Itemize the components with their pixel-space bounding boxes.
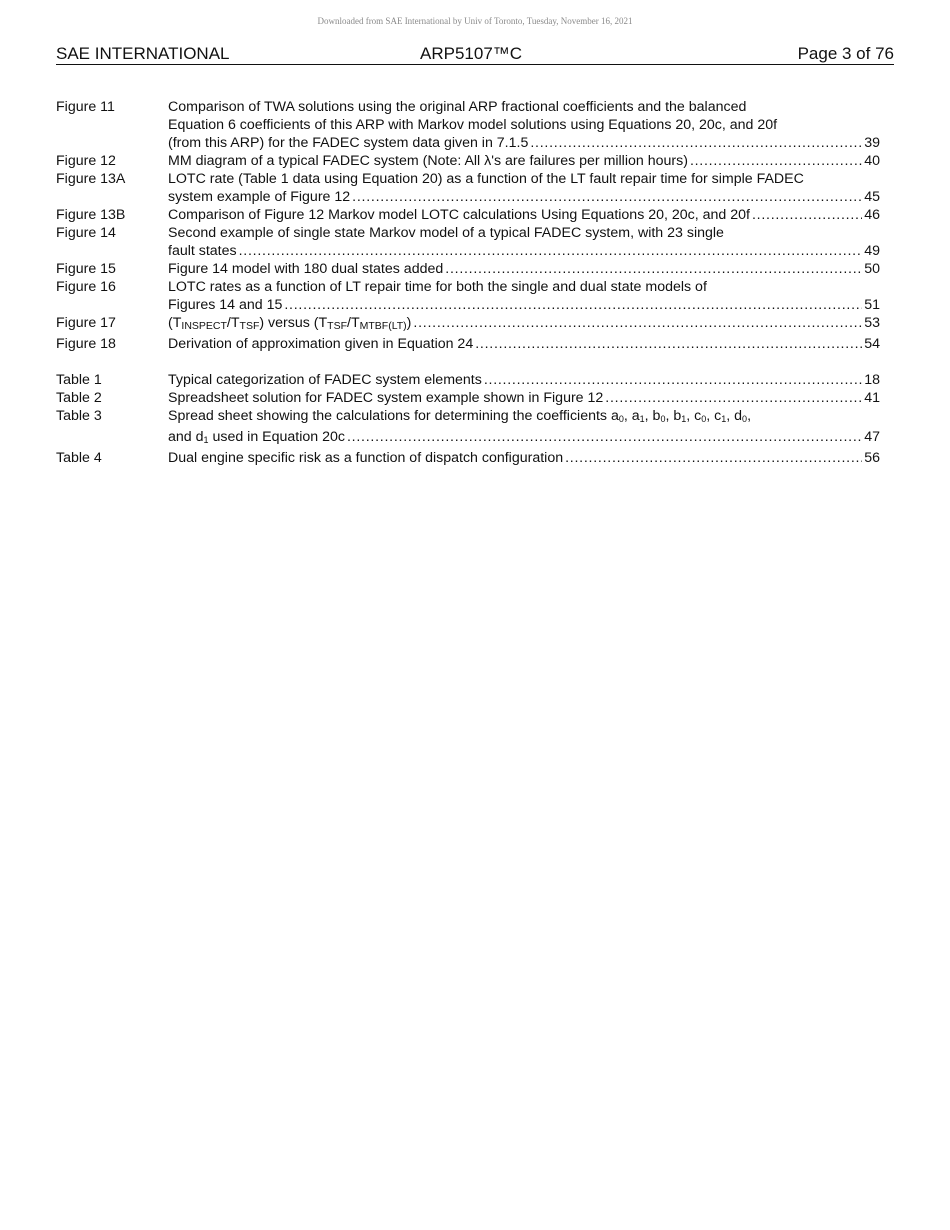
figure-entry[interactable] xyxy=(56,98,880,152)
figure-entry[interactable] xyxy=(56,206,880,224)
list-of-figures-and-tables xyxy=(56,98,880,467)
download-watermark: Downloaded from SAE International by Univ of Toronto, Tuesday, November 16, 2021 xyxy=(317,16,633,26)
table-title-last-line xyxy=(168,371,880,389)
figure-label: Figure 17 xyxy=(56,315,116,331)
table-title-text: and $d_1$ used in Equation 20c xyxy=(168,429,345,445)
figure-entry[interactable] xyxy=(56,170,880,206)
figure-title-line: Comparison of TWA solutions using the original ARP fractional coefficients and the balanced xyxy=(168,99,747,115)
dot-leader xyxy=(352,188,862,206)
header-organization: SAE INTERNATIONAL xyxy=(56,44,230,63)
table-entry[interactable] xyxy=(56,371,880,389)
figure-title-last-line xyxy=(168,152,880,170)
figure-title-last-line xyxy=(168,314,880,335)
table-page-number: 41 xyxy=(864,390,880,406)
dot-leader xyxy=(565,449,862,467)
table-page-number: 47 xyxy=(864,429,880,445)
figure-label: Figure 18 xyxy=(56,336,116,352)
figure-title-line: Equation 6 coefficients of this ARP with Markov model solutions using Equations 20, 20c, and 20f xyxy=(168,117,778,133)
table-label: Table 2 xyxy=(56,390,102,406)
figure-title-text: system example of Figure 12 xyxy=(168,189,351,205)
table-title-last-line xyxy=(168,389,880,407)
table-title-last-line xyxy=(168,428,880,449)
dot-leader xyxy=(690,152,862,170)
figure-title-last-line xyxy=(168,206,880,224)
figure-title-text: $(T_{INSPECT}/T_{TSF})$ versus $(T_{TSF}/T_{MTBF(LT)})$ xyxy=(168,315,412,332)
figure-title-line: Second example of single state Markov model of a typical FADEC system, with 23 single xyxy=(168,225,724,241)
figure-title-line: LOTC rate (Table 1 data using Equation 20) as a function of the LT fault repair time for simple FADEC xyxy=(168,171,804,187)
figure-page-number: 53 xyxy=(864,315,880,331)
dot-leader xyxy=(484,371,862,389)
figure-title-text: Derivation of approximation given in Equation 24 xyxy=(168,336,474,352)
header-document-id: ARP5107™C xyxy=(420,44,523,63)
list-of-figures xyxy=(56,98,880,353)
figure-page-number: 46 xyxy=(864,207,880,223)
figure-page-number: 45 xyxy=(864,189,880,205)
dot-leader xyxy=(605,389,862,407)
figure-label: Figure 13A xyxy=(56,171,126,187)
table-label: Table 4 xyxy=(56,450,102,466)
figure-title-last-line xyxy=(168,134,880,152)
dot-leader xyxy=(284,296,862,314)
figure-title-last-line xyxy=(168,188,880,206)
table-title-text: Spreadsheet solution for FADEC system example shown in Figure 12 xyxy=(168,390,604,406)
figure-title-text: Comparison of Figure 12 Markov model LOTC calculations Using Equations 20, 20c, and 20f xyxy=(168,207,750,223)
figure-label: Figure 12 xyxy=(56,153,116,169)
figure-label: Figure 15 xyxy=(56,261,116,277)
figure-title-line: LOTC rates as a function of LT repair time for both the single and dual state models of xyxy=(168,279,707,295)
figure-page-number: 51 xyxy=(864,297,880,313)
figure-title-last-line xyxy=(168,335,880,353)
figure-page-number: 49 xyxy=(864,243,880,259)
table-label: Table 3 xyxy=(56,408,102,424)
table-title-last-line xyxy=(168,449,880,467)
figure-entry[interactable] xyxy=(56,335,880,353)
figure-title-text: MM diagram of a typical FADEC system (Note: All λ's are failures per million hours) xyxy=(168,153,688,169)
table-label: Table 1 xyxy=(56,372,102,388)
figure-entry[interactable] xyxy=(56,224,880,260)
figure-label: Figure 16 xyxy=(56,279,116,295)
dot-leader xyxy=(413,314,862,332)
table-entry[interactable] xyxy=(56,389,880,407)
figure-entry[interactable] xyxy=(56,314,880,335)
figure-title-last-line xyxy=(168,242,880,260)
dot-leader xyxy=(475,335,862,353)
table-title-text: Typical categorization of FADEC system elements xyxy=(168,372,482,388)
figure-title-text: Figure 14 model with 180 dual states added xyxy=(168,261,444,277)
figure-label: Figure 11 xyxy=(56,99,115,115)
list-of-tables xyxy=(56,371,880,467)
figure-page-number: 39 xyxy=(864,135,880,151)
figure-title-text: (from this ARP) for the FADEC system data given in 7.1.5 xyxy=(168,135,529,151)
figure-title-text: fault states xyxy=(168,243,237,259)
dot-leader xyxy=(445,260,862,278)
table-entry[interactable] xyxy=(56,407,880,449)
page-header xyxy=(56,44,894,65)
table-entry[interactable] xyxy=(56,449,880,467)
figure-title-last-line xyxy=(168,260,880,278)
figure-title-text: Figures 14 and 15 xyxy=(168,297,283,313)
figure-entry[interactable] xyxy=(56,260,880,278)
dot-leader xyxy=(530,134,862,152)
figure-title-last-line xyxy=(168,296,880,314)
table-page-number: 18 xyxy=(864,372,880,388)
figure-entry[interactable] xyxy=(56,152,880,170)
table-title-line: Spread sheet showing the calculations for determining the coefficients $a_0$, $a_1$, $b_0$, $b_1$, $c_0$, $c_1$, $d_0$, xyxy=(168,408,752,424)
header-page-number: Page 3 of 76 xyxy=(797,44,894,63)
figure-page-number: 40 xyxy=(864,153,880,169)
figure-label: Figure 14 xyxy=(56,225,116,241)
table-page-number: 56 xyxy=(864,450,880,466)
table-title-text: Dual engine specific risk as a function of dispatch configuration xyxy=(168,450,564,466)
figure-page-number: 54 xyxy=(864,336,880,352)
figure-entry[interactable] xyxy=(56,278,880,314)
dot-leader xyxy=(347,428,862,446)
figure-page-number: 50 xyxy=(864,261,880,277)
figure-label: Figure 13B xyxy=(56,207,126,223)
dot-leader xyxy=(752,206,862,224)
dot-leader xyxy=(239,242,863,260)
